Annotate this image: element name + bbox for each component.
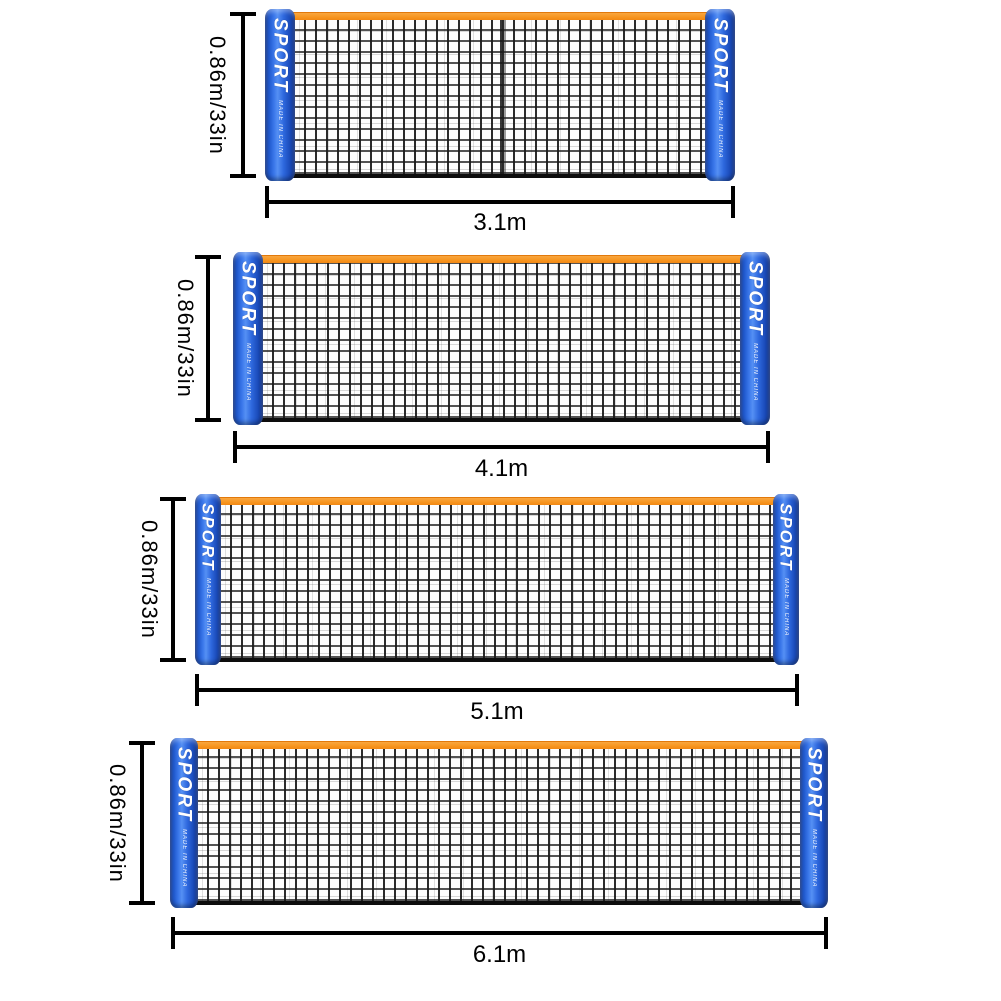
sport-logo-text: SPORT — [709, 18, 731, 94]
net-variant-6-1m — [170, 741, 828, 905]
height-label-text: 0.86m/33in — [137, 520, 162, 639]
height-label-text: 0.86m/33in — [105, 763, 130, 883]
made-in-china-text: MADE IN CHINA — [181, 829, 187, 888]
height-dimension-label — [132, 497, 166, 662]
net-bottom-tape — [196, 901, 802, 905]
net-body — [196, 741, 802, 905]
width-dimension-line — [195, 688, 799, 692]
net-mesh — [293, 20, 707, 174]
width-dimension-label: 3.1m — [473, 209, 527, 236]
sport-logo-text: SPORT — [237, 261, 259, 337]
net-post-left — [195, 494, 221, 665]
sport-logo-text: SPORT — [776, 503, 796, 572]
height-dimension-label — [100, 741, 134, 905]
made-in-china-text: MADE IN CHINA — [277, 100, 283, 159]
made-in-china-text: MADE IN CHINA — [717, 100, 723, 159]
height-dimension-line — [206, 255, 210, 422]
width-dimension-line — [171, 931, 828, 935]
height-dimension-line — [241, 12, 245, 178]
net-post-right — [705, 9, 735, 181]
sport-logo-text: SPORT — [803, 747, 825, 823]
net-variant-5-1m — [195, 497, 799, 662]
height-dimension-line — [171, 497, 175, 662]
made-in-china-text: MADE IN CHINA — [245, 343, 251, 402]
width-dimension-line — [265, 200, 735, 204]
sport-logo-text: SPORT — [198, 503, 218, 572]
sport-logo-text: SPORT — [173, 747, 195, 823]
sport-logo-text: SPORT — [744, 261, 766, 337]
made-in-china-text: MADE IN CHINA — [783, 578, 789, 637]
height-dimension-label — [168, 255, 202, 422]
made-in-china-text: MADE IN CHINA — [205, 578, 211, 637]
net-post-left — [170, 738, 198, 908]
net-body — [219, 497, 775, 662]
net-bottom-tape — [219, 658, 775, 662]
net-variant-3-1m — [265, 12, 735, 178]
net-mesh — [219, 505, 775, 658]
net-post-left — [233, 252, 263, 425]
net-post-right — [773, 494, 799, 665]
net-post-left — [265, 9, 295, 181]
made-in-china-text: MADE IN CHINA — [752, 343, 758, 402]
height-dimension-label — [200, 12, 234, 178]
width-dimension-label: 4.1m — [474, 455, 529, 482]
net-variant-4-1m — [233, 255, 770, 422]
net-mesh — [196, 749, 802, 901]
net-post-right — [800, 738, 828, 908]
net-mesh — [261, 263, 742, 418]
width-dimension-line — [233, 445, 770, 449]
made-in-china-text: MADE IN CHINA — [811, 829, 817, 888]
width-dimension-label: 5.1m — [470, 698, 524, 725]
height-label-text: 0.86m/33in — [205, 35, 230, 155]
sport-logo-text: SPORT — [269, 18, 291, 94]
net-post-right — [740, 252, 770, 425]
height-label-text: 0.86m/33in — [173, 279, 198, 398]
width-dimension-label: 6.1m — [472, 941, 527, 968]
net-bottom-tape — [261, 418, 742, 422]
net-body — [293, 12, 707, 178]
height-dimension-line — [140, 741, 144, 905]
net-body — [261, 255, 742, 422]
net-bottom-tape — [293, 174, 707, 178]
